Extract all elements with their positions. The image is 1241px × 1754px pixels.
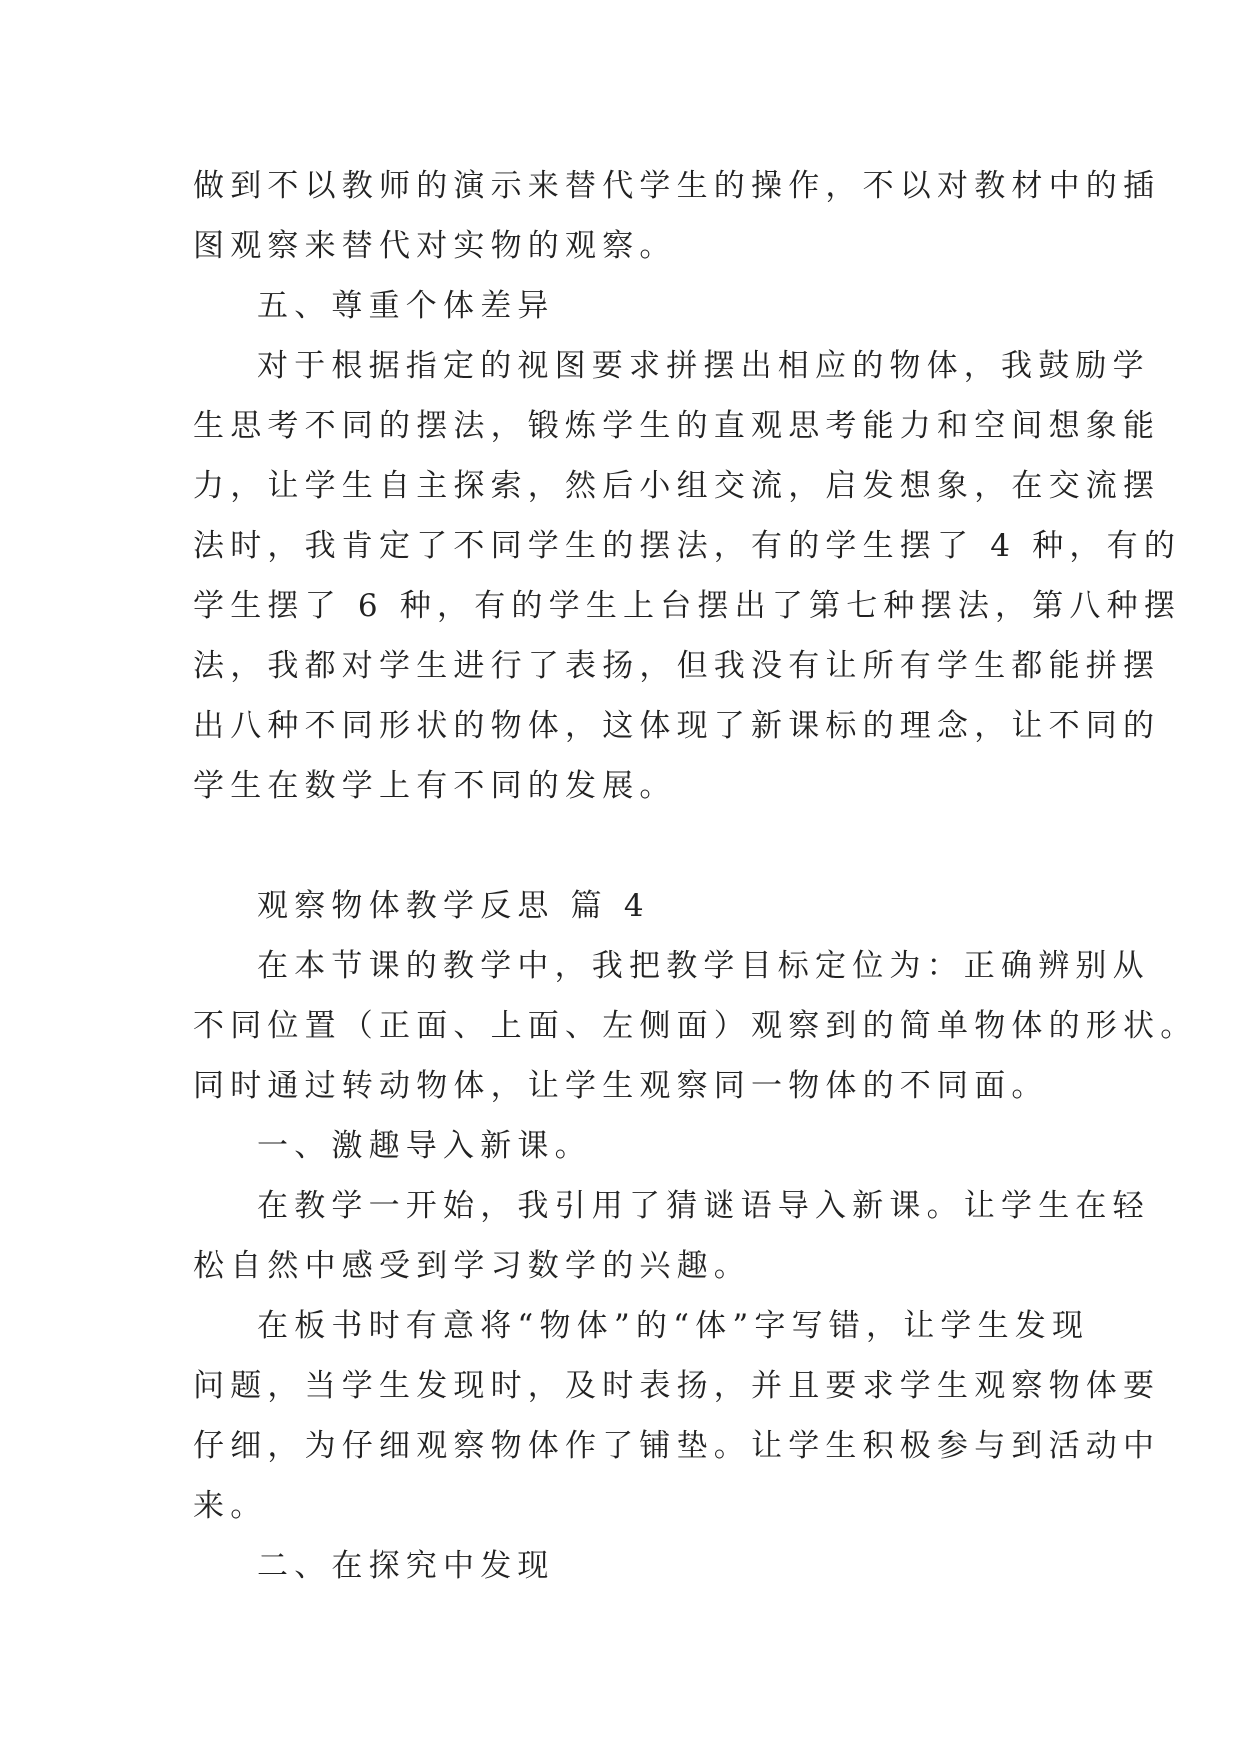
paragraph-line: 在教学一开始，我引用了猜谜语导入新课。让学生在轻 [257,1188,1150,1224]
paragraph-line: 不同位置（正面、上面、左侧面）观察到的简单物体的形状。 [193,1008,1198,1044]
paragraph-line: 力，让学生自主探索，然后小组交流，启发想象，在交流摆 [193,468,1161,504]
paragraph-line: 来。 [193,1488,268,1524]
paragraph-line: 松自然中感受到学习数学的兴趣。 [193,1248,751,1284]
paragraph-line: 同时通过转动物体，让学生观察同一物体的不同面。 [193,1068,1049,1104]
paragraph-line: 法时，我肯定了不同学生的摆法，有的学生摆了 4 种，有的 [193,528,1182,564]
paragraph-line: 仔细，为仔细观察物体作了铺垫。让学生积极参与到活动中 [193,1428,1161,1464]
section-heading: 二、在探究中发现 [257,1548,555,1584]
article-title: 观察物体教学反思 篇 4 [257,888,650,924]
paragraph-line: 在本节课的教学中，我把教学目标定位为：正确辨别从 [257,948,1150,984]
paragraph-line: 在板书时有意将“物体”的“体”字写错，让学生发现 [257,1308,1090,1344]
paragraph-line: 法，我都对学生进行了表扬，但我没有让所有学生都能拼摆 [193,648,1161,684]
paragraph-line: 生思考不同的摆法，锻炼学生的直观思考能力和空间想象能 [193,408,1161,444]
paragraph-line: 图观察来替代对实物的观察。 [193,228,677,264]
paragraph-line: 做到不以教师的演示来替代学生的操作，不以对教材中的插 [193,168,1161,204]
paragraph-line: 学生摆了 6 种，有的学生上台摆出了第七种摆法，第八种摆 [193,588,1182,624]
section-heading: 五、尊重个体差异 [257,288,555,324]
paragraph-line: 问题，当学生发现时，及时表扬，并且要求学生观察物体要 [193,1368,1161,1404]
paragraph-line: 对于根据指定的视图要求拼摆出相应的物体，我鼓励学 [257,348,1150,384]
paragraph-line: 出八种不同形状的物体，这体现了新课标的理念，让不同的 [193,708,1161,744]
section-heading: 一、激趣导入新课。 [257,1128,592,1164]
paragraph-line: 学生在数学上有不同的发展。 [193,768,677,804]
